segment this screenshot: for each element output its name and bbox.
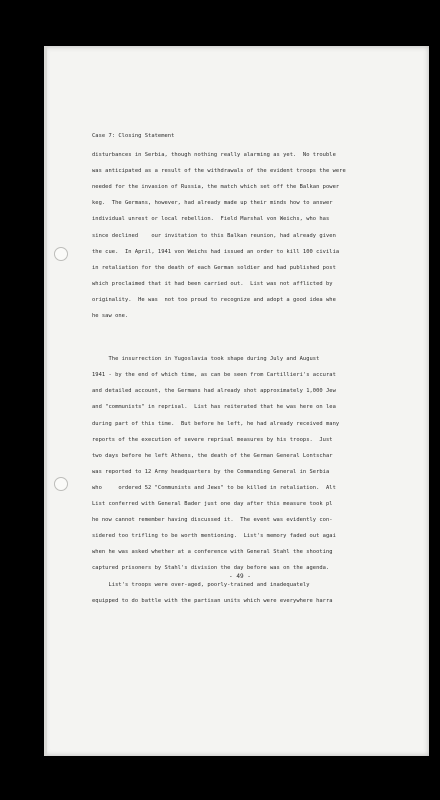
body-line: sidered too trifling to be worth mentioning. List's memory faded out agai (92, 533, 336, 540)
body-line: List's troops were over-aged, poorly-trained and inadequately (92, 582, 310, 588)
punch-hole-bottom (54, 477, 68, 491)
body-line: the cue. In April, 1941 von Weichs had issued an order to kill 100 civilia (92, 248, 340, 255)
body-line: was anticipated as a result of the withdrawals of the evident troops the were (92, 168, 346, 175)
punch-hole-top (54, 247, 68, 261)
body-line: he saw one. (92, 313, 129, 319)
body-line: since declined our invitation to this Balkan reunion, had already given (92, 232, 336, 239)
body-line: was reported to 12 Army headquarters by the Commanding General in Serbia (92, 468, 330, 475)
body-line: and "communists" in reprisal. List has reiterated that he was here on lea (92, 404, 336, 411)
body-line: keg. The Germans, however, had already made up their minds how to answer (92, 200, 333, 207)
body-line: during part of this time. But before he left, he had already received many (92, 420, 340, 427)
body-line: who ordered 52 "Communists and Jews" to be killed in retaliation. Alt (92, 484, 336, 491)
body-line: which proclaimed that it had been carried out. List was not afflicted by (92, 280, 333, 287)
body-line: originality. He was not too proud to recognize and adopt a good idea whe (92, 296, 336, 303)
page-number: - 49 - (229, 573, 251, 580)
body-line: List conferred with General Bader just one day after this measure took pl (92, 501, 333, 507)
body-line: when he was asked whether at a conference with General Stahl the shooting (92, 549, 333, 556)
body-line: in retaliation for the death of each German soldier and had published post (92, 264, 336, 271)
body-line: The insurrection in Yugoslavia took shape during July and August (92, 356, 320, 363)
body-line: equipped to do battle with the partisan units which were everywhere harra (92, 598, 333, 605)
body-line: individual unrest or local rebellion. Field Marshal von Weichs, who has (92, 216, 330, 223)
body-line: and detailed account, the Germans had already shot approximately 1,000 Jew (92, 388, 336, 395)
page-edge (44, 46, 47, 756)
body-line: disturbances in Serbia, though nothing really alarming as yet. No trouble (92, 152, 336, 158)
body-line: needed for the invasion of Russia, the match which set off the Balkan power (92, 184, 340, 191)
body-line: captured prisoners by Stahl's division the day before was on the agenda. (92, 565, 330, 572)
body-line: 1941 - by the end of which time, as can be seen from Cartillieri's accurat (92, 372, 336, 379)
body-line: two days before he left Athens, the death of the German General Lontschar (92, 452, 333, 459)
body-line: reports of the execution of severe reprisal measures by his troops. Just (92, 436, 333, 443)
body-line: he now cannot remember having discussed it. The event was evidently con- (92, 517, 333, 524)
document-header: Case 7: Closing Statement (92, 133, 175, 139)
